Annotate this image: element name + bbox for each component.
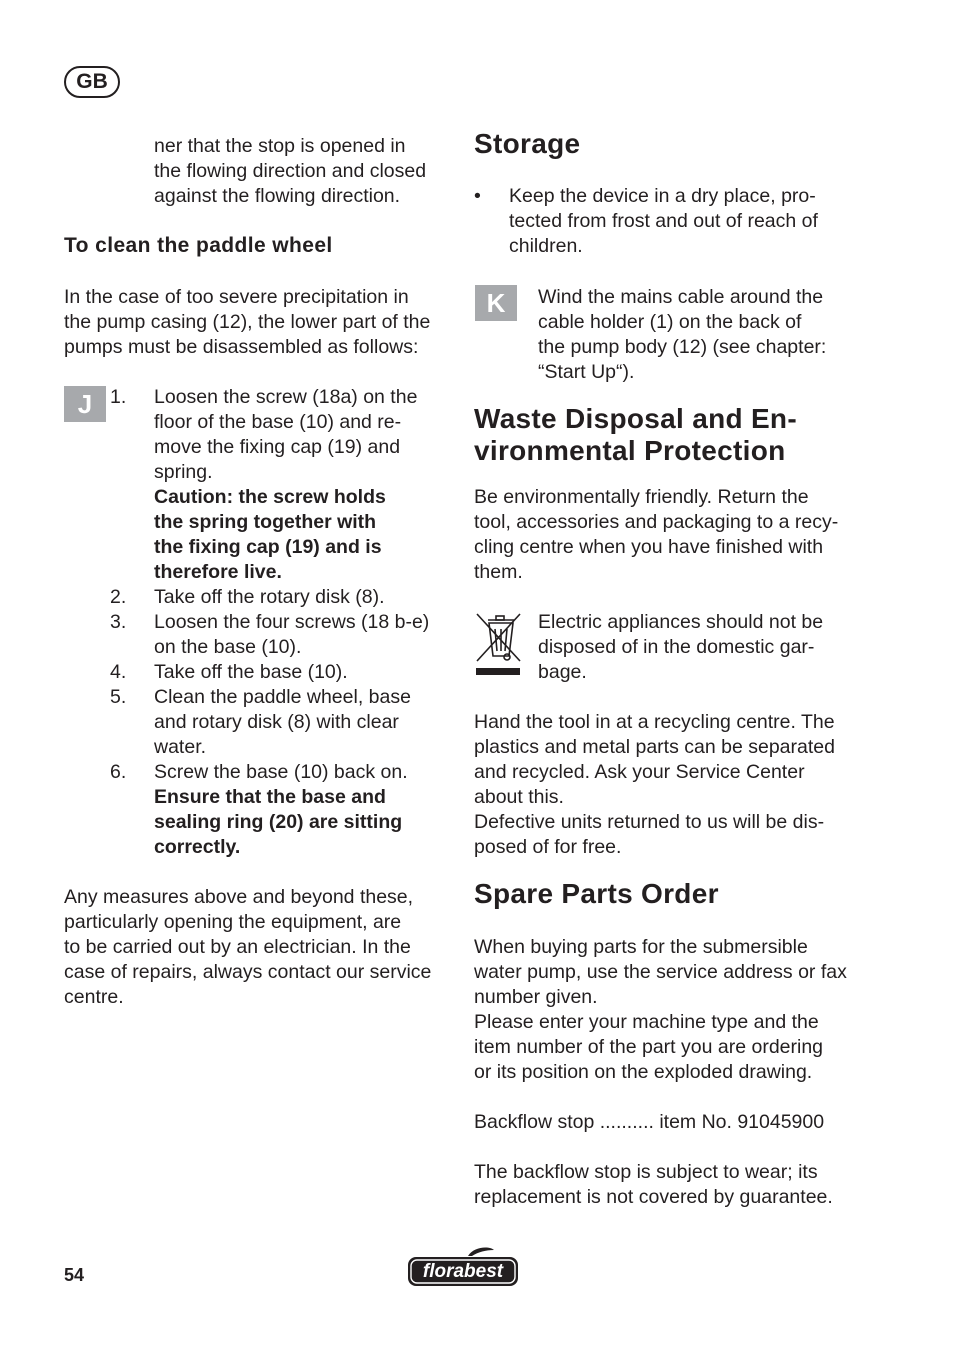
storage-bullet <box>474 184 818 259</box>
storage-heading: Storage <box>474 128 581 159</box>
caution-line: Ensure that the base and <box>154 786 386 808</box>
text-line: ner that the stop is opened in <box>154 135 406 157</box>
text-line: particularly opening the equipment, are <box>64 911 402 933</box>
text-line: the pump casing (12), the lower part of the <box>64 311 431 333</box>
caution-line: the spring together with <box>154 511 377 533</box>
text-line: move the fixing cap (19) and <box>154 436 401 458</box>
text-line: or its position on the exploded drawing. <box>474 1061 813 1083</box>
text-line: case of repairs, always contact our service <box>64 961 432 983</box>
text-line: Loosen the four screws (18 b-e) <box>154 611 430 633</box>
text-line: about this. <box>474 786 564 808</box>
logo-text: florabest <box>422 1261 504 1282</box>
text-line: Clean the paddle wheel, base <box>154 686 411 708</box>
text-line: children. <box>509 235 583 257</box>
paddle-intro-paragraph <box>64 285 430 360</box>
step-number: 1. <box>110 386 127 408</box>
language-badge: GB <box>64 66 120 98</box>
step-number: 4. <box>110 661 127 683</box>
wear-paragraph <box>474 1160 833 1210</box>
list-item <box>110 685 455 760</box>
step-number: 5. <box>110 686 127 708</box>
paddle-wheel-heading: To clean the paddle wheel <box>64 234 333 257</box>
text-line: Keep the device in a dry place, pro- <box>509 185 816 207</box>
heading-line: Waste Disposal and En- <box>474 403 797 434</box>
text-line: Hand the tool in at a recycling centre. The <box>474 711 835 733</box>
text-line: “Start Up“). <box>538 361 635 383</box>
backflow-item-line: Backflow stop .......... item No. 91045900 <box>474 1111 825 1133</box>
bullet-symbol: • <box>474 185 481 207</box>
text-line: Wind the mains cable around the <box>538 286 824 308</box>
spare-parts-paragraph <box>474 935 847 1085</box>
figure-marker-k: K <box>475 285 517 321</box>
text-line: Screw the base (10) back on. <box>154 761 408 783</box>
text-line: Any measures above and beyond these, <box>64 886 414 908</box>
intro-paragraph <box>154 134 426 209</box>
text-line: item number of the part you are ordering <box>474 1036 824 1058</box>
text-line: cling centre when you have finished with <box>474 536 824 558</box>
list-item <box>110 760 455 860</box>
text-line: against the flowing direction. <box>154 185 401 207</box>
heading-line: vironmental Protection <box>474 435 786 466</box>
list-item <box>110 610 455 660</box>
text-line: and recycled. Ask your Service Center <box>474 761 805 783</box>
text-line: Electric appliances should not be <box>538 611 824 633</box>
text-line: the flowing direction and closed <box>154 160 427 182</box>
text-line: Take off the rotary disk (8). <box>154 586 385 608</box>
caution-line: therefore live. <box>154 561 282 583</box>
text-line: on the base (10). <box>154 636 302 658</box>
list-item <box>110 585 455 610</box>
measures-paragraph <box>64 885 431 1010</box>
text-line: posed of for free. <box>474 836 622 858</box>
text-line: Take off the base (10). <box>154 661 348 683</box>
step-number: 3. <box>110 611 127 633</box>
recycling-paragraph <box>474 710 835 860</box>
caution-line: the fixing cap (19) and is <box>154 536 382 558</box>
text-line: them. <box>474 561 523 583</box>
spare-parts-heading: Spare Parts Order <box>474 878 719 909</box>
text-line: tected from frost and out of reach of <box>509 210 818 232</box>
text-line: spring. <box>154 461 213 483</box>
waste-paragraph <box>474 485 838 585</box>
text-line: In the case of too severe precipitation in <box>64 286 409 308</box>
text-line: centre. <box>64 986 124 1008</box>
text-line: Defective units returned to us will be dis- <box>474 811 825 833</box>
text-line: disposed of in the domestic gar- <box>538 636 815 658</box>
weee-note <box>538 610 823 685</box>
text-line: tool, accessories and packaging to a recy- <box>474 511 839 533</box>
florabest-logo <box>406 1246 520 1288</box>
step-number: 6. <box>110 761 127 783</box>
text-line: and rotary disk (8) with clear <box>154 711 399 733</box>
text-line: to be carried out by an electrician. In the <box>64 936 411 958</box>
crossed-out-wheelie-bin-icon <box>474 611 522 677</box>
caution-line: Caution: the screw holds <box>154 486 386 508</box>
text-line: water. <box>154 736 207 758</box>
list-item <box>110 660 455 685</box>
text-line: water pump, use the service address or fax <box>474 961 847 983</box>
text-line: bage. <box>538 661 587 683</box>
caution-line: sealing ring (20) are sitting <box>154 811 403 833</box>
text-line: When buying parts for the submersible <box>474 936 808 958</box>
storage-cable-note <box>538 285 826 385</box>
text-line: Be environmentally friendly. Return the <box>474 486 809 508</box>
text-line: number given. <box>474 986 598 1008</box>
text-line: plastics and metal parts can be separated <box>474 736 835 758</box>
step-number: 2. <box>110 586 127 608</box>
text-line: replacement is not covered by guarantee. <box>474 1186 833 1208</box>
text-line: Loosen the screw (18a) on the <box>154 386 418 408</box>
text-line: pumps must be disassembled as follows: <box>64 336 419 358</box>
list-item <box>110 385 455 585</box>
page-number: 54 <box>64 1265 85 1285</box>
text-line: the pump body (12) (see chapter: <box>538 336 827 358</box>
waste-disposal-heading <box>474 403 797 467</box>
caution-line: correctly. <box>154 836 241 858</box>
text-line: floor of the base (10) and re- <box>154 411 402 433</box>
text-line: The backflow stop is subject to wear; its <box>474 1161 818 1183</box>
figure-marker-j: J <box>64 386 106 422</box>
text-line: Please enter your machine type and the <box>474 1011 819 1033</box>
text-line: cable holder (1) on the back of <box>538 311 802 333</box>
steps-list <box>110 385 455 860</box>
